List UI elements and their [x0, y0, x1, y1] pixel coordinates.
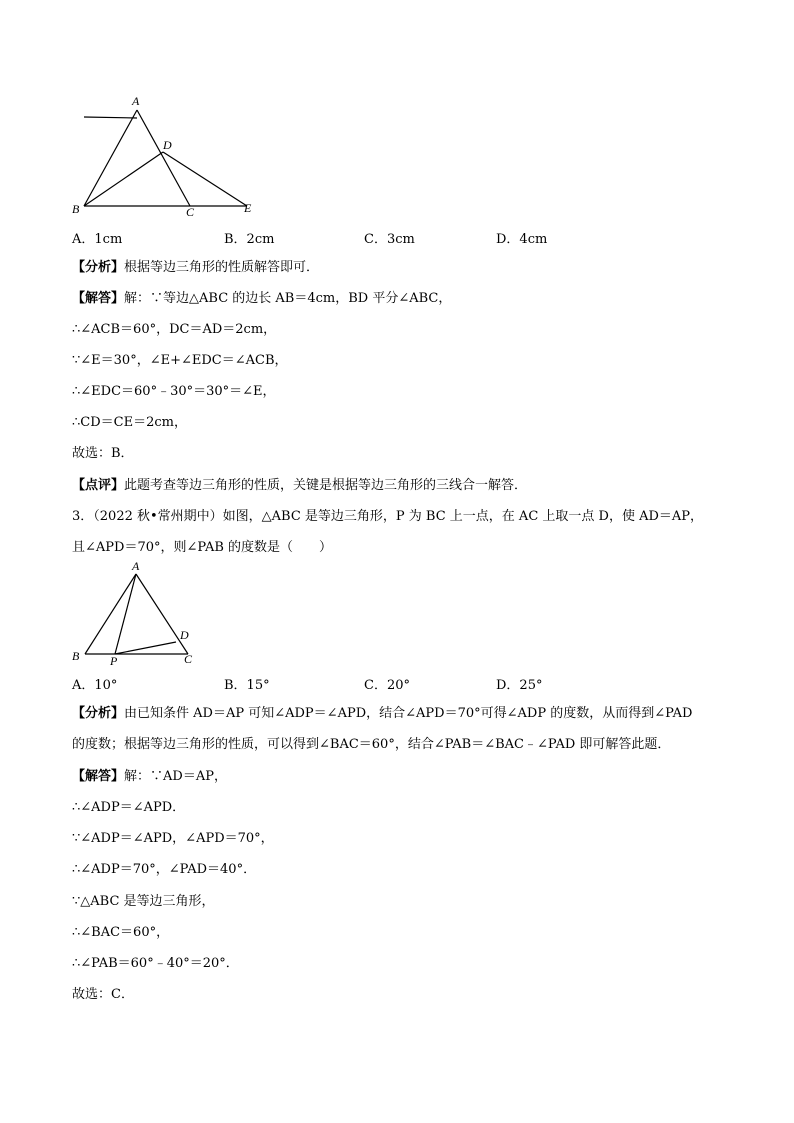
- label-a: A: [132, 94, 140, 108]
- q3-solution-line: ∴∠PAB＝60°﹣40°＝20°．: [72, 956, 239, 971]
- q2-solution-line: ∴CD＝CE＝2cm，: [72, 415, 187, 430]
- analysis-tag: 【分析】: [72, 706, 125, 721]
- q3-option-b: B．15°: [224, 678, 270, 693]
- q3-solution-line: ∴∠ADP＝70°，∠PAD＝40°．: [72, 862, 257, 877]
- q3-answer: 故选：C．: [72, 987, 134, 1002]
- label-p: P: [110, 654, 118, 668]
- q2-solution-line: ∵∠E＝30°，∠E+∠EDC＝∠ACB，: [72, 353, 288, 368]
- segment-ap: [115, 574, 136, 654]
- comment-tag: 【点评】: [72, 478, 125, 493]
- segment-ab: [84, 110, 137, 206]
- segment-pd: [115, 642, 176, 654]
- comment-text: 此题考查等边三角形的性质，关键是根据等边三角形的三线合一解答．: [124, 478, 528, 493]
- label-e: E: [244, 201, 252, 215]
- q3-solution-line: ∵∠ADP＝∠APD，∠APD＝70°，: [72, 831, 274, 846]
- q2-option-c: C．3cm: [364, 232, 415, 247]
- analysis-text: 由已知条件 AD＝AP 可知∠ADP＝∠APD，结合∠APD＝70°可得∠ADP 的度数，从而得到∠PAD: [124, 706, 693, 721]
- q2-comment: [72, 477, 527, 495]
- segment-bd: [84, 152, 163, 206]
- q2-option-b: B．2cm: [224, 232, 275, 247]
- q2-options: [72, 228, 592, 246]
- segment-ac: [136, 574, 188, 654]
- figure-triangle-abc-de: [60, 90, 280, 225]
- solution-tag: 【解答】: [72, 769, 125, 784]
- q3-solution-line: ∵△ABC 是等边三角形，: [72, 894, 215, 909]
- segment-ab: [84, 117, 137, 118]
- label-a: A: [132, 559, 140, 573]
- solution-tag: 【解答】: [72, 291, 125, 306]
- q3-options: [72, 674, 592, 692]
- q2-option-d: D．4cm: [496, 232, 548, 247]
- q3-stem: 3．（2022 秋•常州期中）如图，△ABC 是等边三角形，P 为 BC 上一点，在 AC 上取一点 D，使 AD＝AP，: [72, 509, 704, 524]
- q2-answer: 故选：B．: [72, 446, 134, 461]
- analysis-tag: 【分析】: [72, 260, 125, 275]
- label-c: C: [184, 652, 193, 666]
- solution-text: 解：∵等边△ABC 的边长 AB＝4cm，BD 平分∠ABC，: [124, 291, 452, 306]
- label-b: B: [72, 202, 80, 216]
- q3-solution-line: ∴∠ADP＝∠APD．: [72, 800, 186, 815]
- label-d: D: [180, 628, 189, 642]
- segment-ab: [85, 574, 136, 654]
- figure-triangle-abc-pd: [60, 558, 220, 668]
- q3-solution-line: [72, 768, 227, 786]
- q3-analysis-cont: 的度数；根据等边三角形的性质，可以得到∠BAC＝60°，结合∠PAB＝∠BAC﹣∠PAD 即可解答此题．: [72, 737, 671, 752]
- q2-solution-line: [72, 290, 451, 308]
- analysis-text: 根据等边三角形的性质解答即可．: [124, 260, 320, 275]
- solution-text: 解：∵AD＝AP，: [124, 769, 227, 784]
- label-c: C: [186, 205, 195, 219]
- q3-option-a: A．10°: [72, 678, 118, 693]
- label-b: B: [72, 649, 80, 663]
- q3-option-d: D．25°: [496, 678, 543, 693]
- q2-option-a: A．1cm: [72, 232, 123, 247]
- segment-ac: [137, 110, 190, 206]
- q3-option-c: C．20°: [364, 678, 410, 693]
- q3-analysis: [72, 705, 692, 723]
- q3-solution-line: ∴∠BAC＝60°，: [72, 925, 170, 940]
- q2-solution-line: ∴∠ACB＝60°，DC＝AD＝2cm，: [72, 322, 277, 337]
- label-d: D: [163, 138, 172, 152]
- q2-analysis: [72, 259, 319, 277]
- q2-solution-line: ∴∠EDC＝60°﹣30°＝30°＝∠E，: [72, 384, 276, 399]
- q3-stem: 且∠APD＝70°，则∠PAB 的度数是（ ）: [72, 540, 333, 555]
